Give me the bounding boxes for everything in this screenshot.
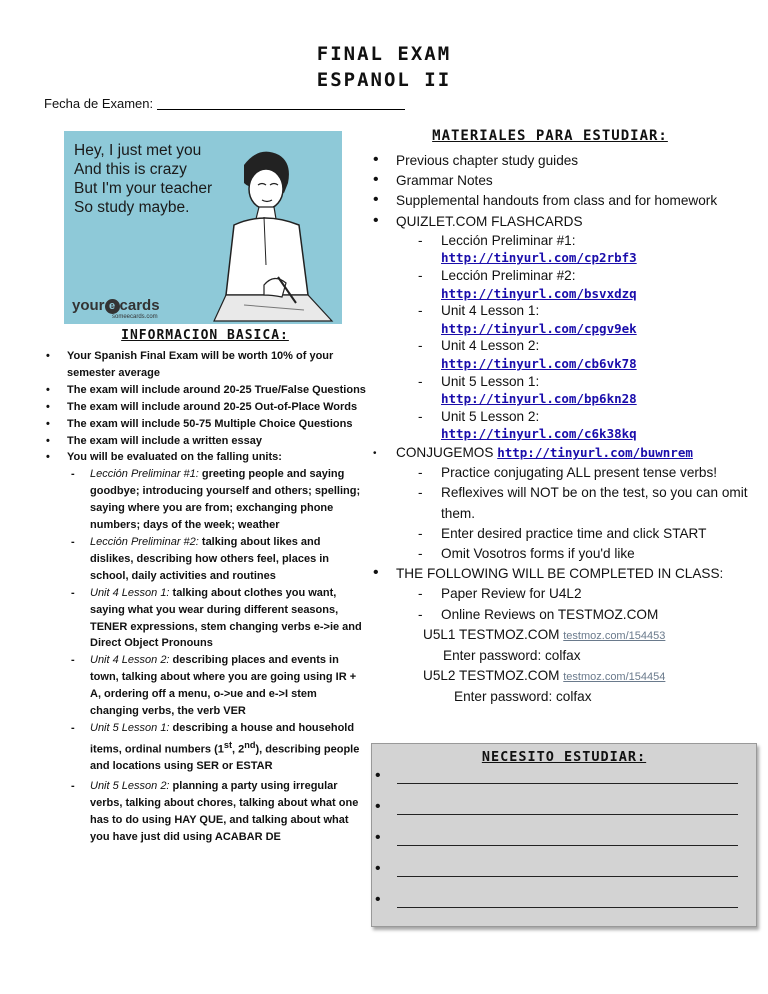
note-item: - Omit Vosotros forms if you'd like [396, 544, 753, 564]
unit-item: - Lección Preliminar #1: greeting people and saying goodbye; introducing yourself and others; spelling; saying where you are from; exchanging phone numbers; days of the week; weather [67, 466, 366, 534]
blank-line-item [372, 802, 756, 833]
ecard-logo-subtitle: someecards.com [112, 314, 158, 320]
blank-line-item [372, 771, 756, 802]
materiales-section [373, 151, 753, 708]
blank-line [397, 845, 738, 846]
quizlet-link[interactable]: http://tinyurl.com/cpgv9ek [441, 320, 637, 336]
ecard-logo: your e cards [72, 297, 160, 314]
exam-date-field [44, 96, 405, 111]
unit-item: - Unit 5 Lesson 1: describing a house and household items, ordinal numbers (1st, 2nd), describing people and locations using SER or ESTAR [67, 720, 366, 775]
ecard-quote: Hey, I just met you And this is crazy But I'm your teacher So study maybe. [74, 142, 213, 216]
unit-item: - Unit 5 Lesson 2: planning a party using irregular verbs, talking about chores, talking about what one has to do using HAY QUE, and talking about what you have just did using ACABAR DE [67, 778, 366, 846]
exam-title: FINAL EXAM [316, 43, 452, 65]
list-item: • The exam will include around 20-25 Out-of-Place Words [46, 399, 366, 416]
unit-item: - Unit 4 Lesson 2: describing places and events in town, talking about where you are going using IR + A, ordering off a menu, o->ue and e->I stem changing verbs, the verb VER [67, 652, 366, 720]
list-item [373, 212, 753, 443]
u5l2-testmoz-link[interactable]: testmoz.com/154454 [563, 671, 666, 684]
materiales-list [373, 151, 753, 708]
blank-line [397, 907, 738, 908]
note-item: - Reflexives will NOT be on the test, so you can omit them. [396, 483, 753, 523]
unit-item: - Lección Preliminar #2: talking about likes and dislikes, describing how others feel, places in school, daily activities and routines [67, 534, 366, 585]
quizlet-link[interactable]: http://tinyurl.com/c6k38kq [441, 426, 637, 442]
quizlet-item: - Lección Preliminar #2: http://tinyurl.com/bsvxdzq [396, 267, 753, 302]
list-item: • The exam will include a written essay [46, 433, 366, 450]
quizlet-link[interactable]: http://tinyurl.com/bsvxdzq [441, 285, 637, 301]
list-item [373, 564, 753, 707]
quizlet-item: - Unit 4 Lesson 2: http://tinyurl.com/cb6vk78 [396, 337, 753, 372]
unit-item: - Unit 4 Lesson 1: talking about clothes you want, saying what you wear during different seasons, TENER expressions, stem changing verbs e->ie and Direct Object Pronouns [67, 585, 366, 653]
list-item: • The exam will include around 20-25 True/False Questions [46, 382, 366, 399]
blank-line-item [372, 895, 756, 926]
quizlet-item: - Unit 4 Lesson 1: http://tinyurl.com/cpgv9ek [396, 302, 753, 337]
info-list [46, 348, 366, 846]
class-item: - Paper Review for U4L2 [396, 584, 753, 604]
necesito-box [371, 743, 757, 927]
necesito-list [372, 771, 756, 926]
u5l1-line: U5L1 TESTMOZ.COM testmoz.com/154453 [423, 626, 666, 642]
list-item: • Your Spanish Final Exam will be worth 10% of your semester average [46, 348, 366, 382]
teacher-illustration [204, 145, 338, 323]
ecard-image [64, 131, 342, 324]
quizlet-item: - Unit 5 Lesson 2: http://tinyurl.com/c6k38kq [396, 408, 753, 443]
quizlet-link[interactable]: http://tinyurl.com/cp2rbf3 [441, 250, 637, 266]
quizlet-link[interactable]: http://tinyurl.com/bp6kn28 [441, 391, 637, 407]
necesito-heading: NECESITO ESTUDIAR: [481, 749, 647, 765]
quizlet-links [396, 232, 753, 443]
u5l1-testmoz-link[interactable]: testmoz.com/154453 [563, 629, 666, 642]
list-item: • You will be evaluated on the falling units: - Lección Preliminar #1: greeting people and saying goodbye; introducing yourself and others; spelling; saying where you are from; exchanging phone numbers; days of the week; weather - Lección Preliminar #2: talking about likes and dislikes, describing how others feel, places in school, daily activities and routines - Unit 4 Lesson 1: talking about clothes you want, saying what you wear during different seasons, TENER expressions, stem changing verbs e->ie and Direct Object Pronouns - Unit 4 Lesson 2: describing places and events in town, talking about where you are going using IR + A, ordering off a menu, o->ue and e->I stem changing verbs, the verb VER - Unit 5 Lesson 1: describing a house and household items, ordinal numbers (1st, 2nd), describing people and locations using SER or ESTAR - Unit 5 Lesson 2: planning a party using irregular verbs, talking about chores, talking about what one has to do using HAY QUE, and talking about what you have just did using ACABAR DE [46, 449, 366, 846]
list-item [373, 443, 753, 564]
conjugemos-link[interactable]: http://tinyurl.com/buwnrem [497, 444, 693, 460]
blank-line-item [372, 833, 756, 864]
list-item: • Previous chapter study guides [373, 151, 753, 171]
list-item: • Supplemental handouts from class and for homework [373, 191, 753, 211]
exam-date-blank [157, 97, 405, 110]
note-item: - Practice conjugating ALL present tense verbs! [396, 463, 753, 483]
class-items [396, 584, 753, 624]
quizlet-item: - Unit 5 Lesson 1: http://tinyurl.com/bp6kn28 [396, 373, 753, 408]
materiales-heading: MATERIALES PARA ESTUDIAR: [432, 128, 668, 144]
u5l1-password: Enter password: colfax [443, 647, 581, 663]
quizlet-label: QUIZLET.COM FLASHCARDS [396, 213, 583, 229]
blank-line-item [372, 864, 756, 895]
blank-line [397, 814, 738, 815]
exam-date-label: Fecha de Examen: [44, 96, 154, 111]
u5l2-line: U5L2 TESTMOZ.COM testmoz.com/154454 [423, 668, 666, 684]
units-list [67, 466, 366, 846]
list-item: • The exam will include 50-75 Multiple Choice Questions [46, 416, 366, 433]
blank-line [397, 876, 738, 877]
class-label: THE FOLLOWING WILL BE COMPLETED IN CLASS: [396, 566, 724, 582]
quizlet-item: - Lección Preliminar #1: http://tinyurl.com/cp2rbf3 [396, 232, 753, 267]
u5l2-password: Enter password: colfax [454, 689, 592, 705]
quizlet-link[interactable]: http://tinyurl.com/cb6vk78 [441, 355, 637, 371]
blank-line [397, 783, 738, 784]
conjugemos-label: CONJUGEMOS [396, 444, 498, 460]
list-item: • Grammar Notes [373, 171, 753, 191]
class-item: - Online Reviews on TESTMOZ.COM [396, 605, 753, 625]
conjugemos-notes [396, 463, 753, 564]
exam-subtitle: ESPANOL II [316, 69, 452, 91]
note-item: - Enter desired practice time and click START [396, 524, 753, 544]
info-heading: INFORMACION BASICA: [121, 328, 289, 343]
info-section [46, 348, 366, 846]
